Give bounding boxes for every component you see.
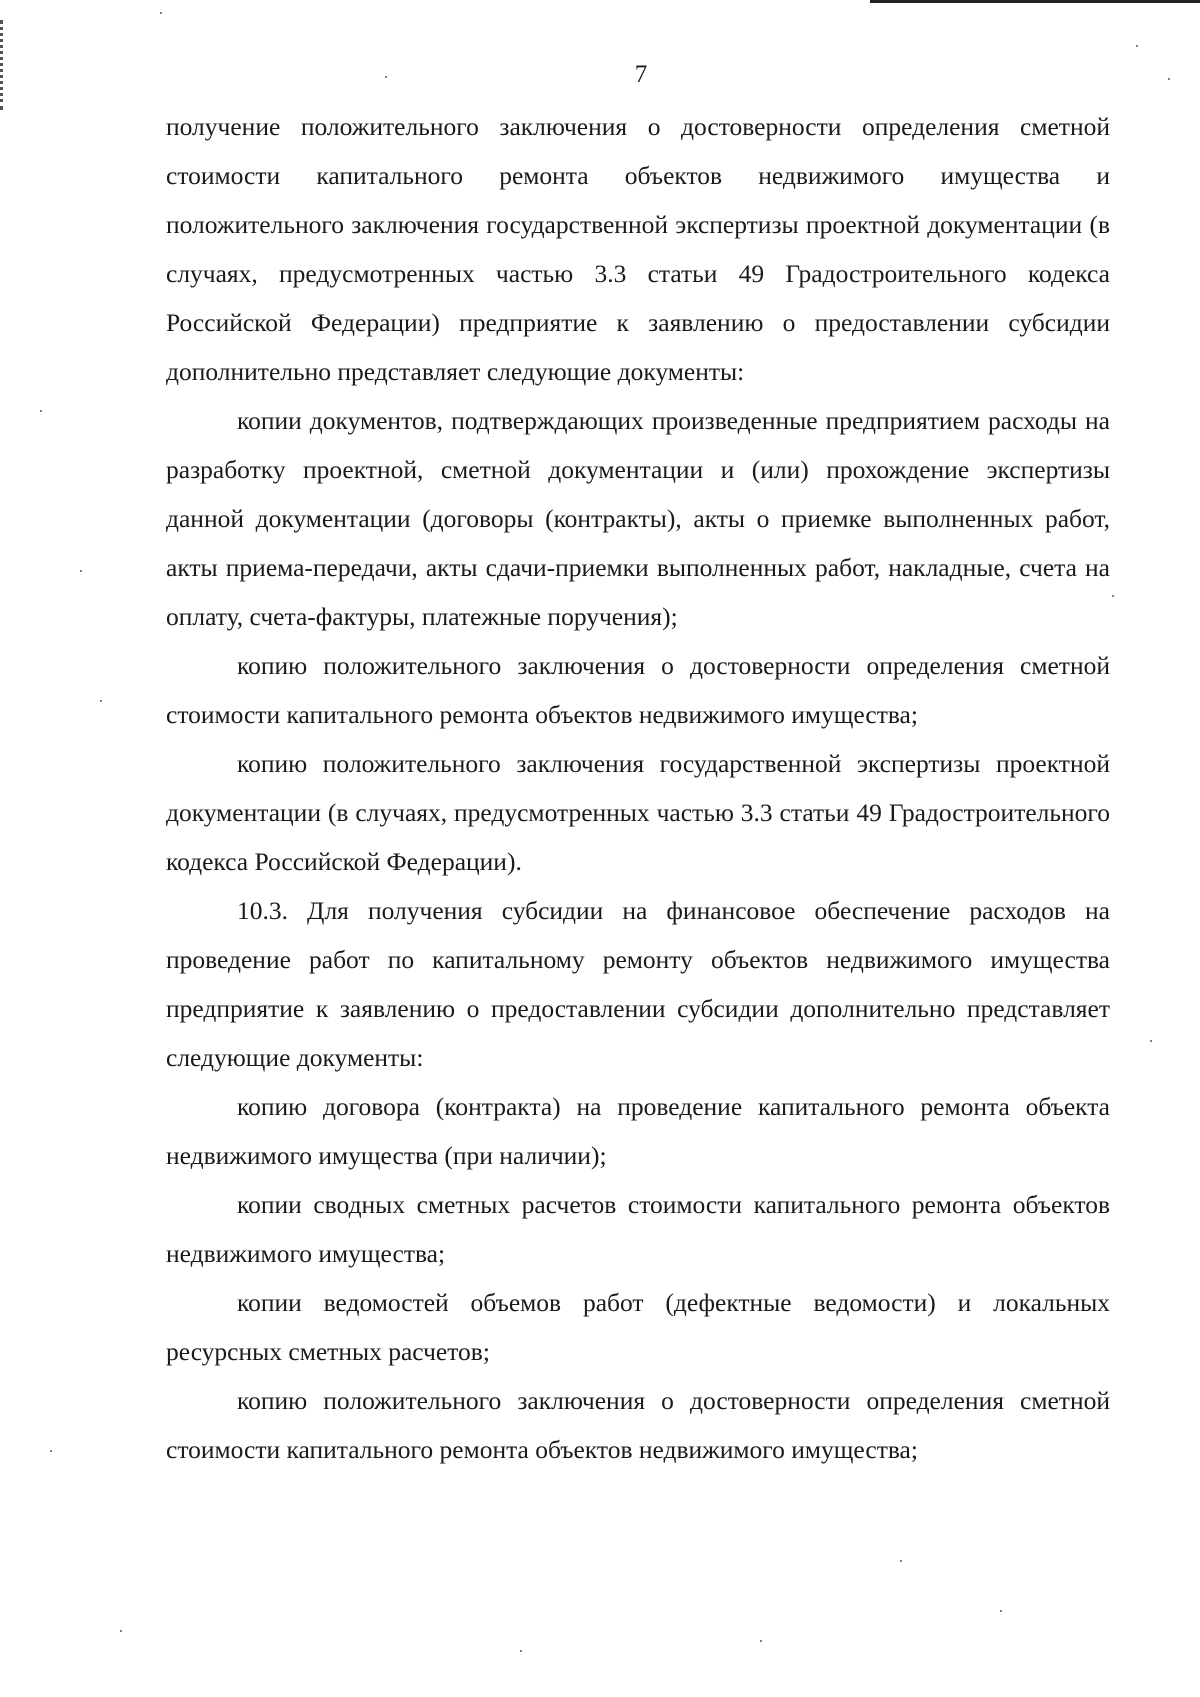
document-body xyxy=(166,102,1110,1474)
paragraph-continuation: получение положительного заключения о достоверности определения сметной стоимости капитального ремонта объектов недвижимого имущества и положительного заключения государственной экспертизы проектной документации (в случаях, предусмотренных частью 3.3 статьи 49 Градостроительного кодекса Российской Федерации) предприятие к заявлению о предоставлении субсидии дополнительно представляет следующие документы: xyxy=(166,112,1110,386)
scan-speck xyxy=(120,1630,122,1632)
page-number: 7 xyxy=(634,61,648,88)
scan-speck xyxy=(160,12,162,14)
paragraph-section-10-3: 10.3. Для получения субсидии на финансовое обеспечение расходов на проведение работ по капитальному ремонту объектов недвижимого имущества предприятие к заявлению о предоставлении субсидии дополнительно представляет следующие документы: xyxy=(166,896,1110,1072)
paragraph-estimate-conclusion-repair: копию положительного заключения о достоверности определения сметной стоимости капитального ремонта объектов недвижимого имущества; xyxy=(166,1386,1110,1464)
scan-speck xyxy=(50,1450,52,1452)
scan-speck xyxy=(1000,1610,1002,1612)
paragraph-estimate-conclusion: копию положительного заключения о достоверности определения сметной стоимости капитального ремонта объектов недвижимого имущества; xyxy=(166,651,1110,729)
scan-speck xyxy=(900,1560,902,1562)
paragraph-expense-documents: копии документов, подтверждающих произведенные предприятием расходы на разработку проектной, сметной документации и (или) прохождение экспертизы данной документации (договоры (контракты), акты о приемке выполненных работ, акты приема-передачи, акты сдачи-приемки выполненных работ, накладные, счета на оплату, счета-фактуры, платежные поручения); xyxy=(166,406,1110,631)
scan-speck xyxy=(520,1650,522,1652)
scan-speck xyxy=(1168,78,1170,80)
paragraph-summary-estimates: копии сводных сметных расчетов стоимости капитального ремонта объектов недвижимого имущества; xyxy=(166,1190,1110,1268)
paragraph-contract-copy: копию договора (контракта) на проведение капитального ремонта объекта недвижимого имущества (при наличии); xyxy=(166,1092,1110,1170)
scan-speck xyxy=(760,1640,762,1642)
paragraph-state-expertise: копию положительного заключения государственной экспертизы проектной документации (в случаях, предусмотренных частью 3.3 статьи 49 Градостроительного кодекса Российской Федерации). xyxy=(166,749,1110,876)
scan-speck xyxy=(1136,45,1138,47)
scan-speck xyxy=(1150,1040,1152,1042)
paragraph-work-statements: копии ведомостей объемов работ (дефектные ведомости) и локальных ресурсных сметных расчетов; xyxy=(166,1288,1110,1366)
scan-speck xyxy=(1112,595,1114,597)
top-rule-line xyxy=(870,0,1200,3)
scan-speck xyxy=(100,700,102,702)
scan-speck xyxy=(385,76,387,78)
scan-speck xyxy=(40,410,42,412)
scan-speck xyxy=(80,570,82,572)
